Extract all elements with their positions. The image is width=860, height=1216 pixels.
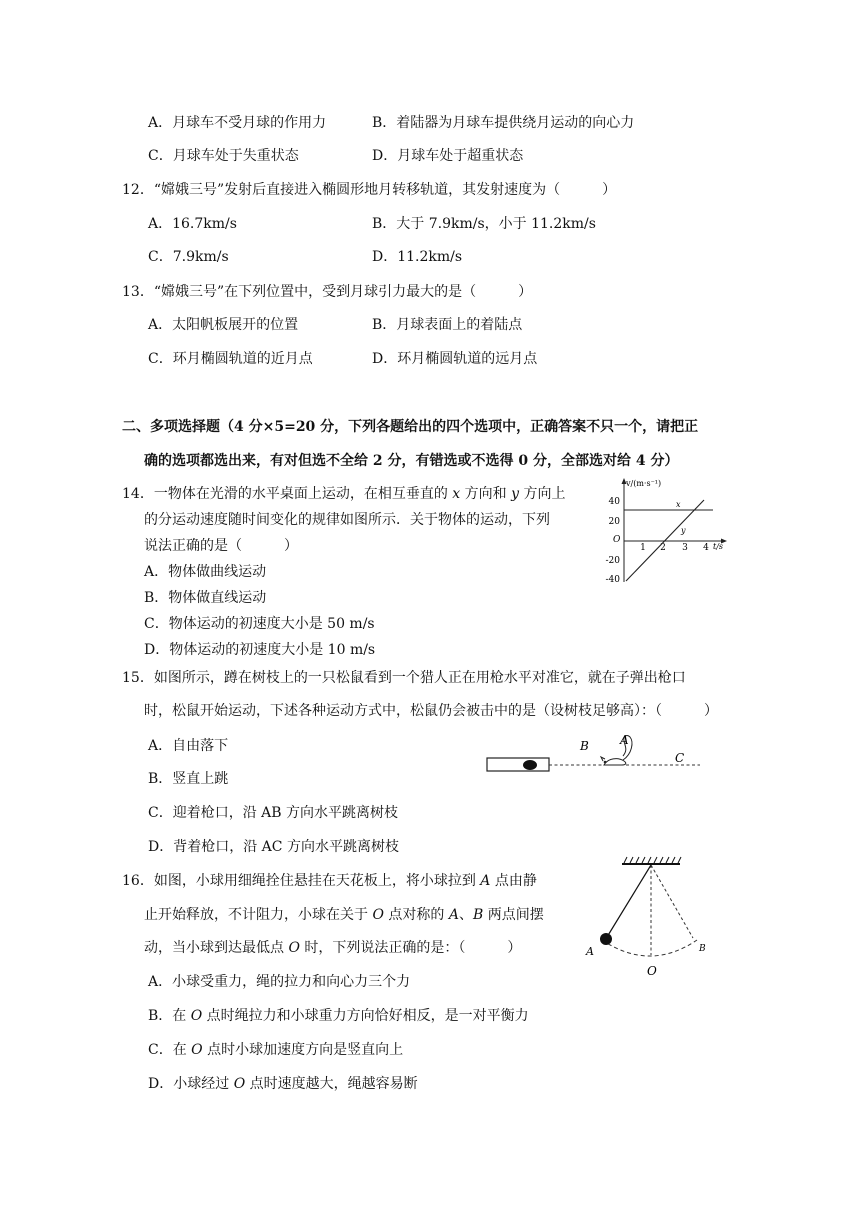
series-x-label: x bbox=[676, 500, 681, 509]
ytick-neg20: -20 bbox=[605, 556, 620, 566]
q14-option-c: C．物体运动的初速度大小是 50 m/s bbox=[144, 616, 375, 632]
q14-option-a: A．物体做曲线运动 bbox=[144, 564, 267, 580]
q16-stem-line2: 止开始释放，不计阻力，小球在关于 O 点对称的 A、B 两点间摆 bbox=[144, 907, 544, 923]
label-a: A bbox=[620, 733, 629, 747]
gun-barrel bbox=[487, 758, 549, 771]
section2-heading-line2: 确的选项都选出来，有对但选不全给 2 分，有错选或不选得 0 分，全部选对给 4 分） bbox=[144, 453, 679, 469]
q16-option-b: B．在 O 点时绳拉力和小球重力方向恰好相反，是一对平衡力 bbox=[148, 1008, 529, 1024]
q13-option-b: B．月球表面上的着陆点 bbox=[372, 317, 523, 333]
pendulum-figure bbox=[580, 852, 710, 980]
ceiling-hatching bbox=[624, 857, 681, 863]
ytick-neg40: -40 bbox=[605, 575, 620, 585]
q12-option-c: C．7.9km/s bbox=[148, 249, 229, 265]
q14-option-b: B．物体做直线运动 bbox=[144, 590, 267, 606]
velocity-time-graph bbox=[596, 476, 730, 586]
q13-stem: 13．“嫦娥三号”在下列位置中，受到月球引力最大的是（ ） bbox=[122, 284, 533, 300]
xtick-4: 4 bbox=[703, 543, 709, 553]
q15-option-d: D．背着枪口，沿 AC 方向水平跳离树枝 bbox=[148, 839, 399, 855]
q16-option-d: D．小球经过 O 点时速度越大，绳越容易断 bbox=[148, 1076, 418, 1092]
pendulum-ball bbox=[600, 933, 612, 945]
q15-option-c: C．迎着枪口，沿 AB 方向水平跳离树枝 bbox=[148, 805, 399, 821]
q15-stem-line2: 时，松鼠开始运动，下述各种运动方式中，松鼠仍会被击中的是（设树枝足够高）：（ ） bbox=[144, 703, 718, 719]
q15-option-b: B．竖直上跳 bbox=[148, 771, 229, 787]
label-c: C bbox=[675, 751, 685, 765]
q11-option-c: C．月球车处于失重状态 bbox=[148, 148, 299, 164]
bullet-icon bbox=[523, 760, 537, 770]
section2-heading-line1: 二、多项选择题（4 分×5=20 分，下列各题给出的四个选项中，正确答案不只一个，请把正 bbox=[122, 419, 699, 435]
q12-option-b: B．大于 7.9km/s，小于 11.2km/s bbox=[372, 216, 596, 232]
q11-option-d: D．月球车处于超重状态 bbox=[372, 148, 524, 164]
graph-xlabel: t/s bbox=[713, 542, 724, 551]
q13-option-d: D．环月椭圆轨道的远月点 bbox=[372, 351, 538, 367]
q16-option-c: C．在 O 点时小球加速度方向是竖直向上 bbox=[148, 1042, 404, 1058]
q14-option-d: D．物体运动的初速度大小是 10 m/s bbox=[144, 642, 376, 658]
q14-stem-line3: 说法正确的是（ ） bbox=[144, 538, 298, 554]
q13-option-c: C．环月椭圆轨道的近月点 bbox=[148, 351, 313, 367]
xtick-3: 3 bbox=[682, 543, 688, 553]
q15-option-a: A．自由落下 bbox=[148, 738, 229, 754]
q14-stem-line1: 14．一物体在光滑的水平桌面上运动，在相互垂直的 x 方向和 y 方向上 bbox=[122, 486, 566, 502]
graph-origin: O bbox=[613, 535, 621, 545]
swing-arc bbox=[602, 940, 697, 956]
q12-option-a: A．16.7km/s bbox=[148, 216, 237, 232]
series-y-label: y bbox=[681, 526, 686, 535]
ytick-20: 20 bbox=[608, 517, 620, 527]
q16-stem-line3: 动，当小球到达最低点 O 时，下列说法正确的是：（ ） bbox=[144, 940, 522, 956]
label-a: A bbox=[586, 945, 594, 958]
ytick-40: 40 bbox=[608, 497, 620, 507]
graph-ylabel: v/(m·s⁻¹) bbox=[626, 479, 662, 488]
q14-stem-line2: 的分运动速度随时间变化的规律如图所示．关于物体的运动，下列 bbox=[144, 512, 550, 528]
q12-option-d: D．11.2km/s bbox=[372, 249, 463, 265]
q11-option-a: A．月球车不受月球的作用力 bbox=[148, 115, 327, 131]
xtick-1: 1 bbox=[640, 543, 646, 553]
q12-stem: 12．“嫦娥三号”发射后直接进入椭圆形地月转移轨道，其发射速度为（ ） bbox=[122, 182, 617, 198]
q16-stem-line1: 16．如图，小球用细绳拴住悬挂在天花板上，将小球拉到 A 点由静 bbox=[122, 873, 537, 889]
pendulum-string bbox=[607, 865, 651, 937]
string-at-b-dashed bbox=[651, 865, 693, 938]
xtick-2: 2 bbox=[660, 543, 666, 553]
label-b: B bbox=[699, 944, 706, 954]
q15-stem-line1: 15．如图所示，蹲在树枝上的一只松鼠看到一个猎人正在用枪水平对准它，就在子弹出枪口 bbox=[122, 670, 686, 686]
q11-option-b: B．着陆器为月球车提供绕月运动的向心力 bbox=[372, 115, 635, 131]
label-b: B bbox=[580, 739, 589, 753]
gun-squirrel-figure bbox=[484, 728, 704, 778]
label-o: O bbox=[647, 964, 657, 978]
q16-option-a: A．小球受重力，绳的拉力和向心力三个力 bbox=[148, 974, 411, 990]
q13-option-a: A．太阳帆板展开的位置 bbox=[148, 317, 299, 333]
